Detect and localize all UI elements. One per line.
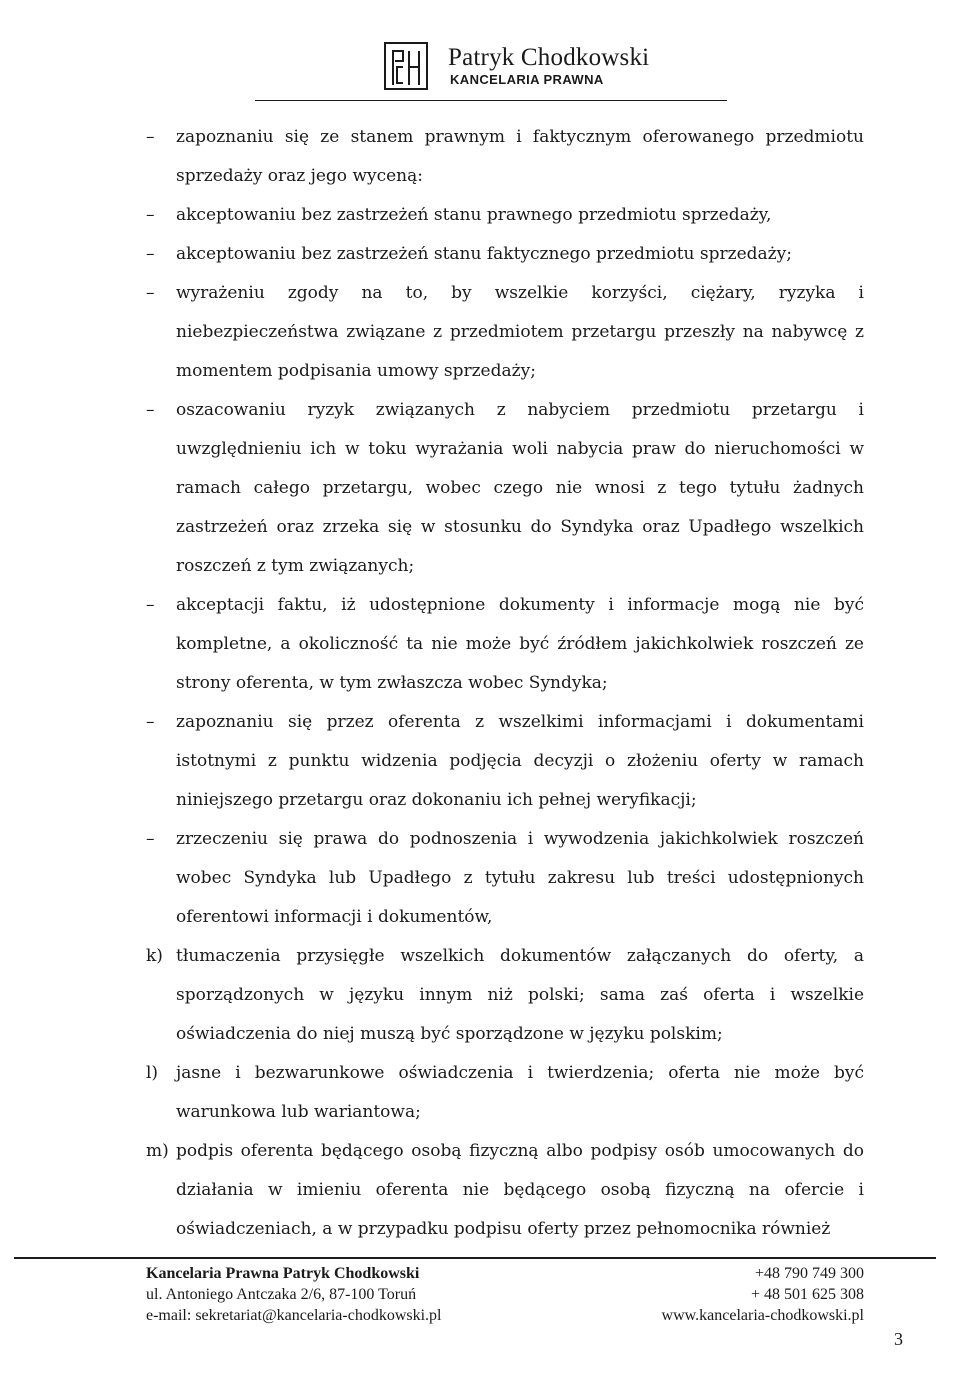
firm-subtitle: KANCELARIA PRAWNA [450, 72, 604, 87]
list-item-text: akceptowaniu bez zastrzeżeń stanu prawnego przedmiotu sprzedaży, [176, 205, 772, 225]
header-divider [255, 100, 727, 101]
list-item [146, 703, 864, 820]
list-item [146, 118, 864, 196]
firm-name: Patryk Chodkowski [448, 44, 650, 71]
footer-firm-name: Kancelaria Prawna Patryk Chodkowski [146, 1265, 420, 1282]
page-number: 3 [894, 1329, 903, 1349]
footer-website[interactable]: www.kancelaria-chodkowski.pl [661, 1307, 864, 1324]
firm-logo [384, 42, 428, 90]
list-marker: – [146, 244, 155, 264]
list-marker: – [146, 127, 155, 147]
list-item-text: podpis oferenta będącego osobą fizyczną albo podpisy osób umocowanych do działania w imieniu oferenta nie będącego osobą fizyczną na ofercie i oświadczeniach, a w przypadku podpisu oferty przez pełnomocnika również [176, 1141, 864, 1239]
list-item-text: akceptowaniu bez zastrzeżeń stanu faktycznego przedmiotu sprzedaży; [176, 244, 792, 264]
list-item [146, 196, 864, 235]
list-marker: – [146, 595, 155, 615]
list-item [146, 274, 864, 391]
list-item [146, 235, 864, 274]
list-marker: l) [146, 1063, 159, 1083]
list-item-text: jasne i bezwarunkowe oświadczenia i twierdzenia; oferta nie może być warunkowa lub wariantowa; [176, 1063, 864, 1122]
footer-phone-2[interactable]: + 48 501 625 308 [750, 1286, 864, 1303]
list-item-text: zapoznaniu się przez oferenta z wszelkimi informacjami i dokumentami istotnymi z punktu widzenia podjęcia decyzji o złożeniu oferty w ramach niniejszego przetargu oraz dokonaniu ich pełnej weryfikacji; [176, 712, 864, 810]
list-item [146, 820, 864, 937]
list-marker: k) [146, 946, 163, 966]
list-marker: – [146, 400, 155, 420]
page-header [0, 0, 980, 110]
list-marker: – [146, 829, 155, 849]
list-item-text: zrzeczeniu się prawa do podnoszenia i wywodzenia jakichkolwiek roszczeń wobec Syndyka lub Upadłego z tytułu zakresu lub treści udostępnionych oferentowi informacji i dokumentów, [176, 829, 864, 927]
list-item-text: oszacowaniu ryzyk związanych z nabyciem przedmiotu przetargu i uwzględnieniu ich w toku wyrażania woli nabycia praw do nieruchomości w ramach całego przetargu, wobec czego nie wnosi z tego tytułu żadnych zastrzeżeń oraz zrzeka się w stosunku do Syndyka oraz Upadłego wszelkich roszczeń z tym związanych; [176, 400, 864, 576]
list-item [146, 391, 864, 586]
footer-address: ul. Antoniego Antczaka 2/6, 87-100 Toruń [146, 1286, 417, 1303]
footer-divider [14, 1257, 936, 1259]
list-item-text: zapoznaniu się ze stanem prawnym i faktycznym oferowanego przedmiotu sprzedaży oraz jego wyceną: [176, 127, 864, 186]
page-footer [146, 1263, 864, 1326]
list-marker: – [146, 712, 155, 732]
list-marker: – [146, 283, 155, 303]
footer-phone-1[interactable]: +48 790 749 300 [754, 1265, 864, 1282]
list-item-text: wyrażeniu zgody na to, by wszelkie korzyści, ciężary, ryzyka i niebezpieczeństwa związane z przedmiotem przetargu przeszły na nabywcę z momentem podpisania umowy sprzedaży; [176, 283, 864, 381]
list-item [146, 937, 864, 1054]
list-item [146, 1054, 864, 1132]
list-item-text: akceptacji faktu, iż udostępnione dokumenty i informacje mogą nie być kompletne, a okoliczność ta nie może być źródłem jakichkolwiek roszczeń ze strony oferenta, w tym zwłaszcza wobec Syndyka; [176, 595, 864, 693]
document-body [146, 118, 864, 1249]
list-item [146, 1132, 864, 1249]
list-marker: m) [146, 1141, 169, 1161]
list-item-text: tłumaczenia przysięgłe wszelkich dokumentów załączanych do oferty, a sporządzonych w języku innym niż polski; sama zaś oferta i wszelkie oświadczenia do niej muszą być sporządzone w języku polskim; [176, 946, 864, 1044]
pch-monogram-icon [389, 47, 425, 87]
list-item [146, 586, 864, 703]
list-marker: – [146, 205, 155, 225]
footer-email[interactable]: e-mail: sekretariat@kancelaria-chodkowski.pl [146, 1307, 442, 1324]
